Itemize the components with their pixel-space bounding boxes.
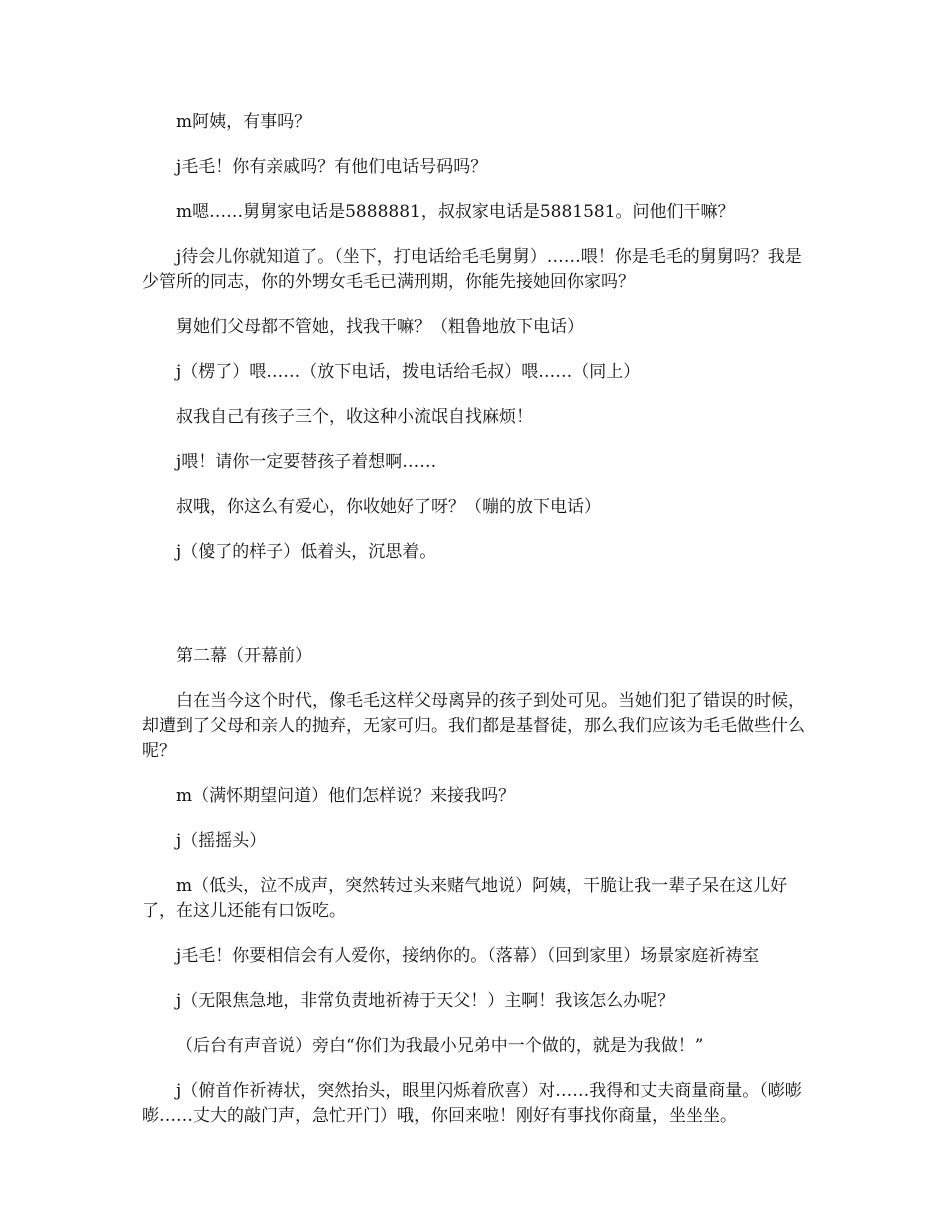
dialogue-line: j毛毛！你有亲戚吗？有他们电话号码吗？	[176, 157, 488, 177]
dialogue-line: m阿姨，有事吗？	[176, 112, 312, 132]
section-gap	[142, 585, 812, 644]
dialogue-line: j毛毛！你要相信会有人爱你，接纳你的。（落幕）（回到家里）场景家庭祈祷室	[176, 946, 760, 966]
dialogue-line: j（无限焦急地，非常负责地祈祷于天父！）主啊！我该怎么办呢？	[176, 991, 675, 1011]
dialogue-line: m（满怀期望问道）他们怎样说？来接我吗？	[176, 786, 516, 806]
dialogue-line: 叔我自己有孩子三个，收这种小流氓自找麻烦！	[176, 407, 533, 427]
script-text	[142, 110, 812, 1149]
dialogue-line: j（摇摇头）	[176, 831, 267, 851]
dialogue-line: j（俯首作祈祷状，突然抬头，眼里闪烁着欣喜）对……我得和丈夫商量商量。（嘭嘭嘭……丈大的敲门声，急忙开门）哦，你回来啦！刚好有事找你商量，坐坐坐。	[142, 1081, 802, 1126]
dialogue-line: 叔哦，你这么有爱心，你收她好了呀？（嘣的放下电话）	[176, 497, 601, 517]
dialogue-line: m嗯……舅舅家电话是5888881，叔叔家电话是5881581。问他们干嘛？	[176, 202, 735, 222]
dialogue-line: j喂！请你一定要替孩子着想啊……	[176, 452, 437, 472]
dialogue-line: j（傻了的样子）低着头，沉思着。	[176, 542, 437, 562]
dialogue-line: 舅她们父母都不管她，找我干嘛？（粗鲁地放下电话）	[176, 317, 584, 337]
dialogue-line: （后台有声音说）旁白“你们为我最小兄弟中一个做的，就是为我做！”	[176, 1036, 704, 1056]
dialogue-line: j（楞了）喂……（放下电话，拨电话给毛叔）喂……（同上）	[176, 362, 641, 382]
dialogue-line: m（低头，泣不成声，突然转过头来赌气地说）阿姨，干脆让我一辈子呆在这儿好了，在这儿还能有口饭吃。	[142, 876, 788, 921]
act-heading: 第二幕（开幕前）	[176, 646, 312, 666]
dialogue-line: j待会儿你就知道了。（坐下，打电话给毛毛舅舅）……喂！你是毛毛的舅舅吗？我是少管所的同志，你的外甥女毛毛已满刑期，你能先接她回你家吗？	[142, 247, 802, 292]
narration-line: 白在当今这个时代，像毛毛这样父母离异的孩子到处可见。当她们犯了错误的时候，却遭到了父母和亲人的抛弃，无家可归。我们都是基督徒，那么我们应该为毛毛做些什么呢？	[142, 691, 805, 761]
